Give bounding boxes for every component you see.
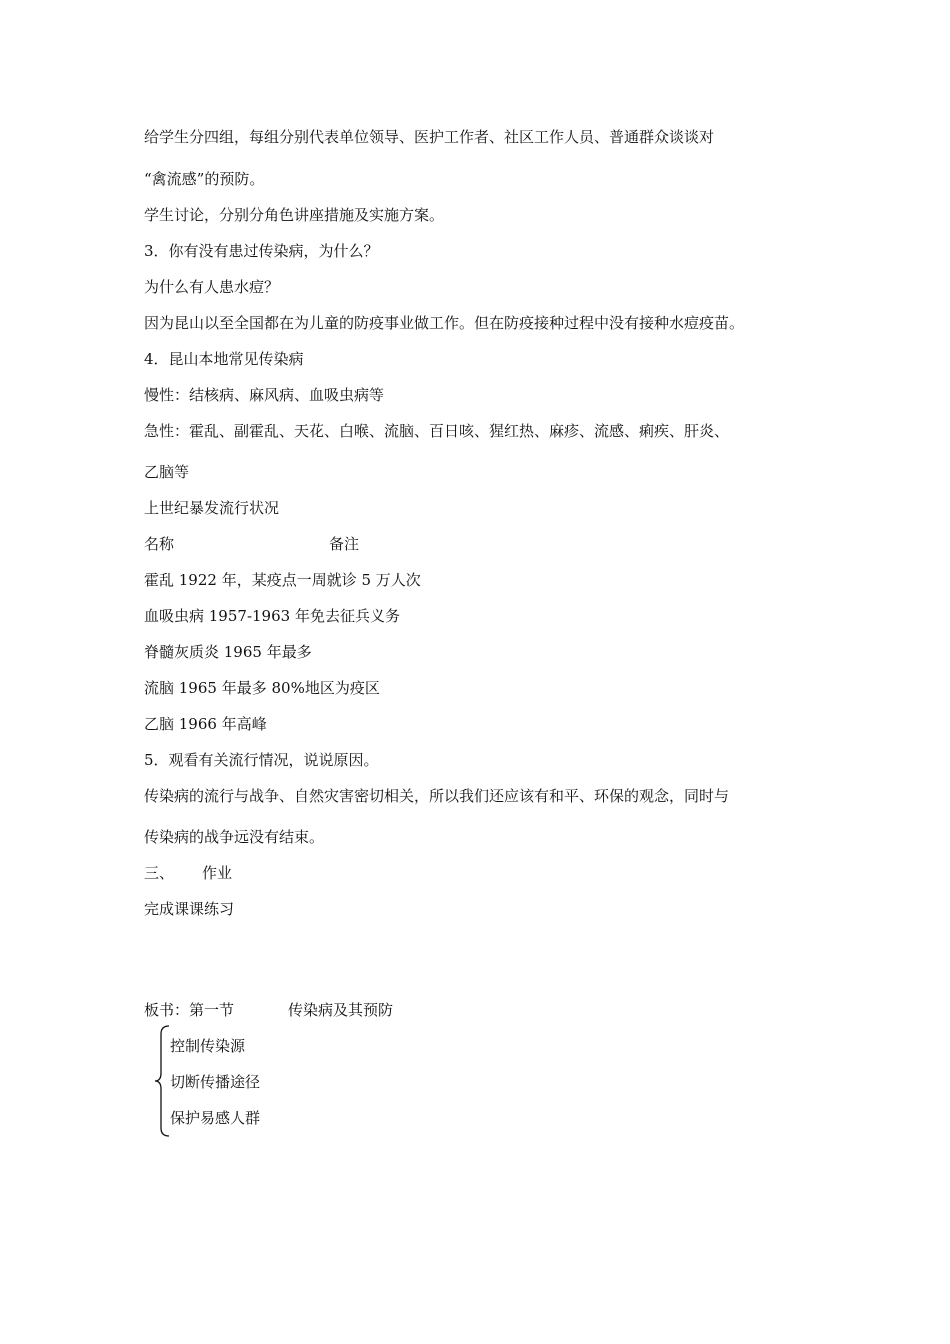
table-row: 霍乱 1922 年，某疫点一周就诊 5 万人次 [144,571,421,589]
table-row: 乙脑 1966 年高峰 [144,715,267,733]
board-title-line [144,1000,393,1020]
numbered-heading: 5．观看有关流行情况，说说原因。 [144,751,379,769]
column-header-name: 名称 [144,535,175,553]
column-header-note: 备注 [329,535,360,553]
section-number: 三、 [144,864,175,882]
table-row: 血吸虫病 1957-1963 年免去征兵义务 [144,607,400,625]
section-title: 作业 [202,864,233,882]
table-header [144,534,359,554]
board-item: 切断传播途径 [170,1073,261,1091]
paragraph-line: 为什么有人患水痘？ [144,278,280,296]
paragraph-line: 乙脑等 [144,463,190,481]
numbered-heading: 3．你有没有患过传染病，为什么？ [144,242,379,260]
paragraph-line: 上世纪暴发流行状况 [144,499,280,517]
paragraph-line: 传染病的流行与战争、自然灾害密切相关，所以我们还应该有和平、环保的观念，同时与 [144,787,730,805]
paragraph-line: 传染病的战争远没有结束。 [144,828,325,846]
paragraph-line: 给学生分四组，每组分别代表单位领导、医护工作者、社区工作人员、普通群众谈谈对 [144,128,715,146]
section-heading [144,863,232,883]
numbered-heading: 4．昆山本地常见传染病 [144,350,304,368]
homework-text: 完成课课练习 [144,900,235,918]
board-item: 控制传染源 [170,1037,246,1055]
board-label: 板书：第一节 [144,1001,235,1019]
board-item: 保护易感人群 [170,1109,261,1127]
left-brace-icon [154,1025,170,1137]
paragraph-line: “禽流感”的预防。 [144,170,265,188]
paragraph-line: 慢性：结核病、麻风病、血吸虫病等 [144,386,385,404]
paragraph-line: 学生讨论，分别分角色讲座措施及实施方案。 [144,206,445,224]
paragraph-line: 因为昆山以至全国都在为儿童的防疫事业做工作。但在防疫接种过程中没有接种水痘疫苗。 [144,314,745,332]
board-title: 传染病及其预防 [288,1001,394,1019]
paragraph-line: 急性：霍乱、副霍乱、天花、白喉、流脑、百日咳、猩红热、麻疹、流感、痢疾、肝炎、 [144,422,730,440]
table-row: 流脑 1965 年最多 80%地区为疫区 [144,679,380,697]
table-row: 脊髓灰质炎 1965 年最多 [144,643,312,661]
